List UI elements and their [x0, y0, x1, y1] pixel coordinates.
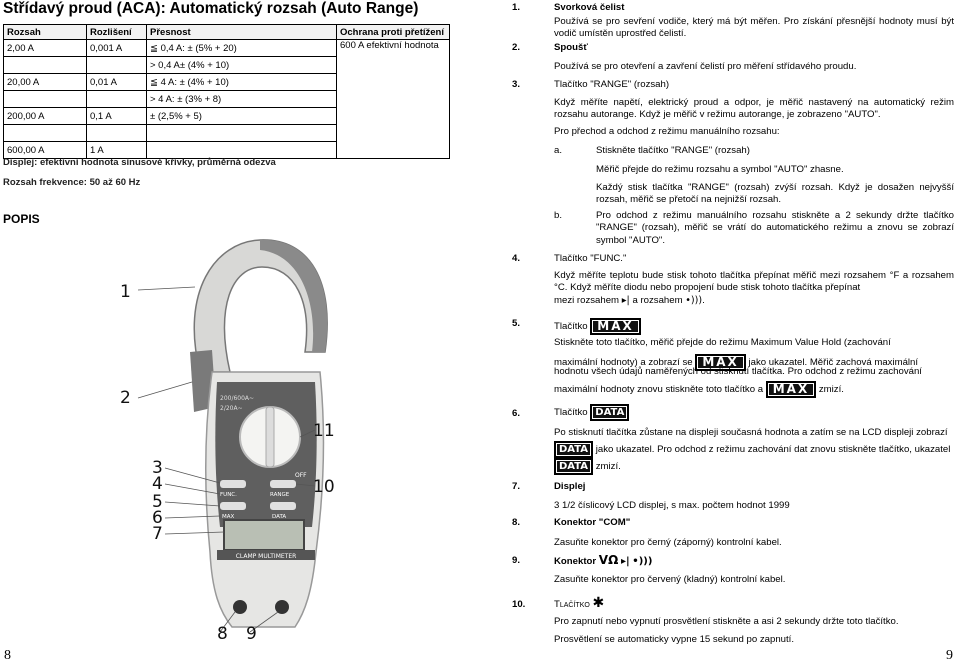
v-ohm-jack — [275, 600, 289, 614]
table-row — [4, 40, 450, 57]
range-label: RANGE — [270, 492, 290, 498]
dial-label-20a: 2/20A~ — [220, 405, 243, 412]
callout-5: 5 — [152, 492, 163, 512]
clamp-meter-illustration — [120, 232, 370, 652]
col-header: Rozlišení — [87, 25, 147, 40]
data-indicator-icon: DATA — [554, 458, 593, 475]
item-title: Displej — [554, 481, 586, 492]
max-button — [220, 502, 246, 510]
table-cell: > 4 A: ± (3% + 8) — [147, 91, 337, 108]
item-text: Používá se pro otevření a zavření čelistí pro měření střídavého proudu. — [554, 61, 857, 72]
item-number: 4. — [512, 253, 521, 264]
text-fragment: jako ukazatel. Pro odchod z režimu zachování dat znovu stiskněte tlačítko, ukazatel — [595, 444, 951, 456]
text-fragment: . — [702, 295, 705, 306]
table-header-row — [4, 25, 450, 40]
sub-text: Stiskněte tlačítko "RANGE" (rozsah) — [596, 145, 750, 156]
item-title: Tlačítko "FUNC." — [554, 253, 627, 264]
max-indicator-icon: MAX — [766, 381, 816, 398]
item-title — [554, 595, 604, 611]
text-fragment: zmizí. — [595, 461, 621, 473]
item-text: Používá se pro sevření vodiče, který má být měřen. Pro získání přesnější hodnoty musí být vodič umístěn uprostřed čelistí. — [554, 16, 954, 40]
item-text: Když měříte napětí, elektrický proud a odpor, je měřič nastavený na automatický režim rozsahu autorange. Když je měřič v režimu autorange, je zobrazeno "AUTO". — [554, 97, 954, 121]
item-text-line — [554, 458, 621, 475]
title-text: Tlačítko — [554, 407, 588, 419]
item-text: Zasuňte konektor pro červený (kladný) kontrolní kabel. — [554, 574, 786, 585]
table-cell: ≦ 4 A: ± (4% + 10) — [147, 74, 337, 91]
item-number: 8. — [512, 517, 521, 528]
item-text-line — [554, 441, 950, 458]
sub-label: a. — [554, 145, 563, 156]
section-heading: POPIS — [3, 212, 40, 226]
item-title: Spoušť — [554, 42, 588, 53]
item-number: 5. — [512, 318, 521, 329]
text-fragment: maximální hodnoty znovu stiskněte toto tlačítko a — [554, 384, 764, 396]
callout-6: 6 — [152, 508, 163, 528]
callout-7: 7 — [152, 524, 163, 544]
hold-label: DATA — [272, 514, 287, 520]
item-text: Stiskněte toto tlačítko, měřič přejde do režimu Maximum Value Hold (zachování — [554, 337, 891, 348]
title-text: Tlačítko — [554, 599, 590, 610]
max-label: MAX — [222, 514, 235, 520]
backlight-icon: ✱ — [592, 595, 605, 611]
callout-1: 1 — [120, 282, 131, 302]
item-text: 3 1/2 číslicový LCD displej, s max. počtem hodnot 1999 — [554, 500, 790, 511]
title-text: Tlačítko — [554, 321, 588, 333]
func-button — [220, 480, 246, 488]
item-number: 7. — [512, 481, 521, 492]
callout-2: 2 — [120, 388, 131, 408]
item-number: 3. — [512, 79, 521, 90]
continuity-icon: •))) — [685, 295, 703, 306]
item-number: 6. — [512, 408, 521, 419]
table-cell: 600 A efektivní hodnota — [337, 40, 450, 159]
text-fragment: jako ukazatel. Měřič zachová maximální — [748, 357, 919, 369]
callout-8: 8 — [217, 624, 228, 644]
table-cell: 600,00 A — [4, 142, 87, 159]
max-button-icon: MAX — [590, 318, 640, 335]
range-button — [270, 480, 296, 488]
callout-10: 10 — [313, 477, 335, 497]
table-cell: > 0,4 A± (4% + 10) — [147, 57, 337, 74]
text-fragment: mezi rozsahem — [554, 295, 620, 306]
diode-icon: ▸| — [621, 295, 630, 306]
com-jack — [233, 600, 247, 614]
table-cell: 0,001 A — [87, 40, 147, 57]
spec-table — [3, 24, 450, 159]
text-fragment: zmizí. — [818, 384, 844, 396]
item-title — [554, 404, 629, 421]
dial-knob — [266, 407, 274, 467]
item-title: Tlačítko "RANGE" (rozsah) — [554, 79, 670, 90]
text-fragment: maximální hodnoty) a zobrazí se — [554, 357, 693, 369]
dial-label-200a: 200/600A~ — [220, 395, 255, 402]
callout-11: 11 — [313, 421, 335, 441]
page-number-left: 8 — [4, 648, 11, 663]
table-cell: ≦ 0,4 A: ± (5% + 20) — [147, 40, 337, 57]
callout-4: 4 — [152, 474, 163, 494]
item-title — [554, 553, 652, 567]
table-cell: 0,01 A — [87, 74, 147, 91]
col-header: Přesnost — [147, 25, 337, 40]
sub-text: Pro odchod z režimu manuálního rozsahu stiskněte a 2 sekundy držte tlačítko "RANGE" (rozsah), měřič se vrátí do automatického režimu a znovu se zobrazí symbol "AUTO". — [596, 210, 954, 246]
diode-icon: ▸| — [620, 556, 630, 567]
item-text: Když měříte teplotu bude stisk tohoto tlačítka přepínat měřič mezi rozsahem °F a rozsahem °C. Když měříte diodu nebo propojení bude stisk tohoto tlačítka přepínat — [554, 270, 954, 294]
sub-text: Měřič přejde do režimu rozsahu a symbol "AUTO" zhasne. — [596, 164, 844, 175]
item-text: Pro přechod a odchod z režimu manuálního rozsahu: — [554, 126, 780, 137]
table-cell: 200,00 A — [4, 108, 87, 125]
item-text: Prosvětlení se automaticky vypne 15 sekund po zapnutí. — [554, 634, 794, 645]
lcd-display — [224, 520, 304, 550]
callout-3: 3 — [152, 458, 163, 478]
item-number: 9. — [512, 555, 521, 566]
frequency-note: Rozsah frekvence: 50 až 60 Hz — [3, 177, 141, 188]
item-number: 2. — [512, 42, 521, 53]
dial-off-label: OFF — [295, 472, 307, 479]
item-text: hodnotu všech údajů naměřených od stisknutí tlačítka. Pro odchod z režimu zachování — [554, 366, 922, 377]
data-hold-button-icon: DATA — [590, 404, 629, 421]
table-cell: 2,00 A — [4, 40, 87, 57]
func-label: FUNC. — [220, 492, 237, 498]
item-text: Zasuňte konektor pro černý (záporný) kontrolní kabel. — [554, 537, 782, 548]
continuity-icon: •))) — [632, 556, 653, 567]
v-ohm-symbol: VΩ — [598, 553, 619, 567]
col-header: Ochrana proti přetížení — [337, 25, 450, 40]
callout-9: 9 — [246, 624, 257, 644]
item-text-line — [554, 381, 844, 398]
max-indicator-icon: MAX — [695, 354, 745, 371]
brand-label: CLAMP MULTIMETER — [235, 553, 297, 560]
section-title: Střídavý proud (ACA): Automatický rozsah (Auto Range) — [3, 0, 419, 17]
item-text: Pro zapnutí nebo vypnutí prosvětlení stiskněte a asi 2 sekundy držte toto tlačítko. — [554, 616, 899, 627]
table-cell: ± (2,5% + 5) — [147, 108, 337, 125]
page-number-right: 9 — [946, 648, 953, 663]
sub-label: b. — [554, 210, 563, 221]
hold-button — [270, 502, 296, 510]
data-indicator-icon: DATA — [554, 441, 593, 458]
item-text: Po stisknutí tlačítka zůstane na displeji současná hodnota a zatím se na LCD displeji zobrazí — [554, 427, 948, 438]
item-number: 10. — [512, 599, 526, 610]
item-text-line — [554, 295, 705, 307]
item-title — [554, 318, 641, 335]
item-number: 1. — [512, 2, 521, 13]
item-title: Svorková čelist — [554, 2, 625, 13]
text-fragment: a rozsahem — [632, 295, 683, 306]
table-cell: 20,00 A — [4, 74, 87, 91]
table-cell: 0,1 A — [87, 108, 147, 125]
title-text: Konektor — [554, 556, 597, 567]
item-title: Konektor "COM" — [554, 517, 631, 528]
col-header: Rozsah — [4, 25, 87, 40]
display-note: Displej: efektivní hodnota sinusové křivky, průměrná odezva — [3, 157, 276, 168]
sub-text: Každý stisk tlačítka "RANGE" (rozsah) zvýší rozsah. Když je dosažen nejvyšší rozsah, měřič se přetočí na nejnižší rozsah. — [596, 182, 954, 206]
table-cell: 1 A — [87, 142, 147, 159]
